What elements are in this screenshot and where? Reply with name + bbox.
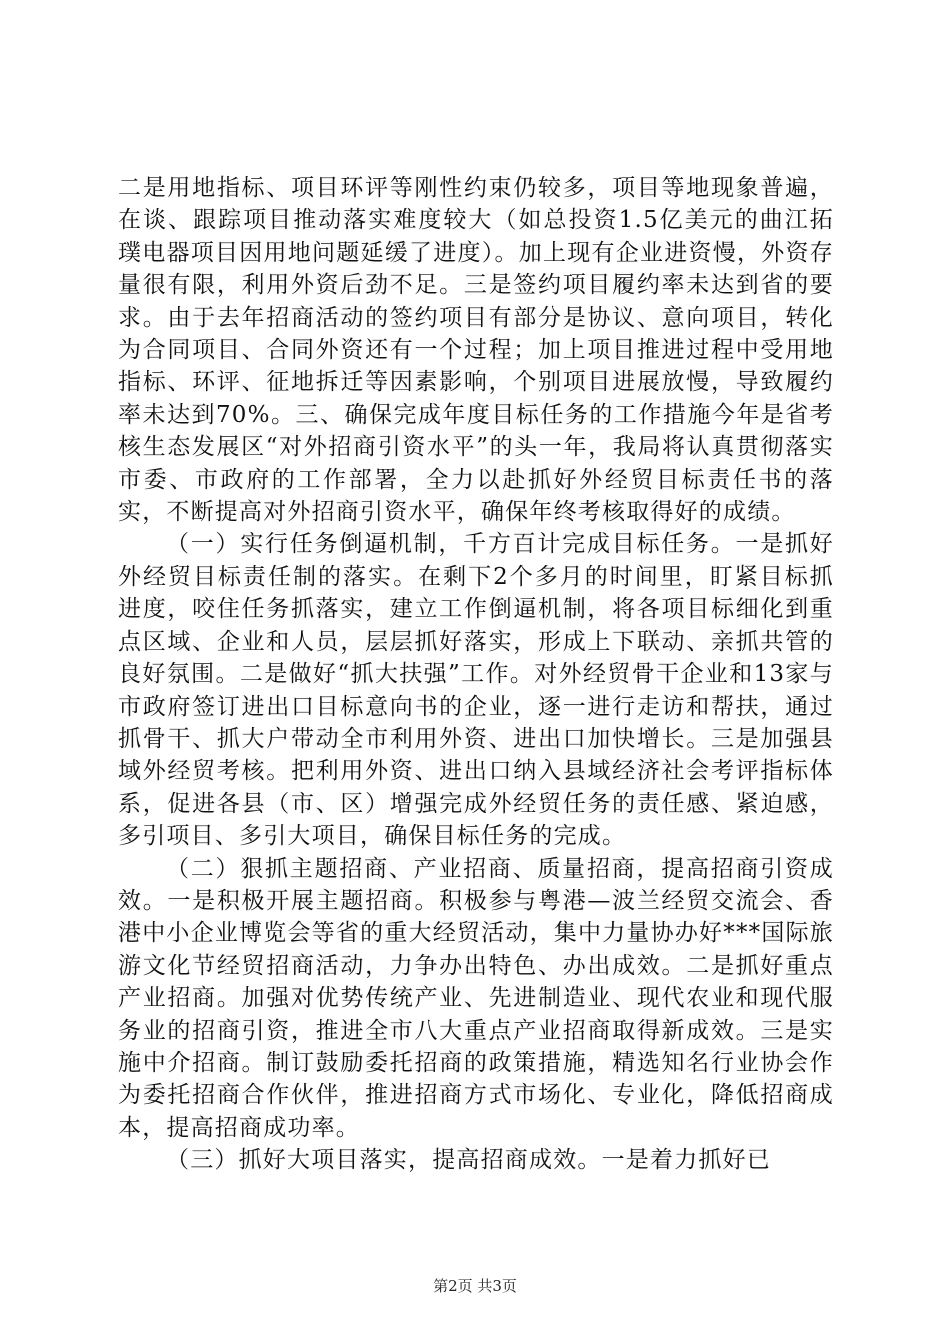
paragraph-section-2: （二）狠抓主题招商、产业招商、质量招商，提高招商引资成效。一是积极开展主题招商。积极参与粤港—波兰经贸交流会、香港中小企业博览会等省的重大经贸活动，集中力量协办好***国际旅游文化节经贸招商活动，力争办出特色、办出成效。二是抓好重点产业招商。加强对优势传统产业、先进制造业、现代农业和现代服务业的招商引资，推进全市八大重点产业招商取得新成效。三是实施中介招商。制订鼓励委托招商的政策措施，精选知名行业协会作为委托招商合作伙伴，推进招商方式市场化、专业化，降低招商成本，提高招商成功率。 — [118, 855, 834, 1141]
page-number-footer: 第2页 共3页 — [433, 1277, 517, 1295]
paragraph-section-3: （三）抓好大项目落实，提高招商成效。一是着力抓好已 — [166, 1147, 771, 1174]
paragraph-continued: 二是用地指标、项目环评等刚性约束仍较多，项目等地现象普遍，在谈、跟踪项目推动落实难度较大（如总投资1.5亿美元的曲江拓璞电器项目因用地问题延缓了进度）。加上现有企业进资慢，外资存量很有限，利用外资后劲不足。三是签约项目履约率未达到省的要求。由于去年招商活动的签约项目有部分是协议、意向项目，转化为合同项目、合同外资还有一个过程；加上项目推进过程中受用地指标、环评、征地拆迁等因素影响，个别项目进展放慢，导致履约率未达到70%。三、确保完成年度目标任务的工作措施今年是省考核生态发展区“对外招商引资水平”的头一年，我局将认真贯彻落实市委、市政府的工作部署，全力以赴抓好外经贸目标责任书的落实，不断提高对外招商引资水平，确保年终考核取得好的成绩。 — [118, 175, 834, 526]
document-body — [118, 172, 834, 1177]
paragraph-section-1: （一）实行任务倒逼机制，千方百计完成目标任务。一是抓好外经贸目标责任制的落实。在剩下2个多月的时间里，盯紧目标抓进度，咬住任务抓落实，建立工作倒逼机制，将各项目标细化到重点区域、企业和人员，层层抓好落实，形成上下联动、亲抓共管的良好氛围。二是做好“抓大扶强”工作。对外经贸骨干企业和13家与市政府签订进出口目标意向书的企业，逐一进行走访和帮扶，通过抓骨干、抓大户带动全市利用外资、进出口加快增长。三是加强县域外经贸考核。把利用外资、进出口纳入县域经济社会考评指标体系，促进各县（市、区）增强完成外经贸任务的责任感、紧迫感，多引项目、多引大项目，确保目标任务的完成。 — [118, 531, 834, 850]
